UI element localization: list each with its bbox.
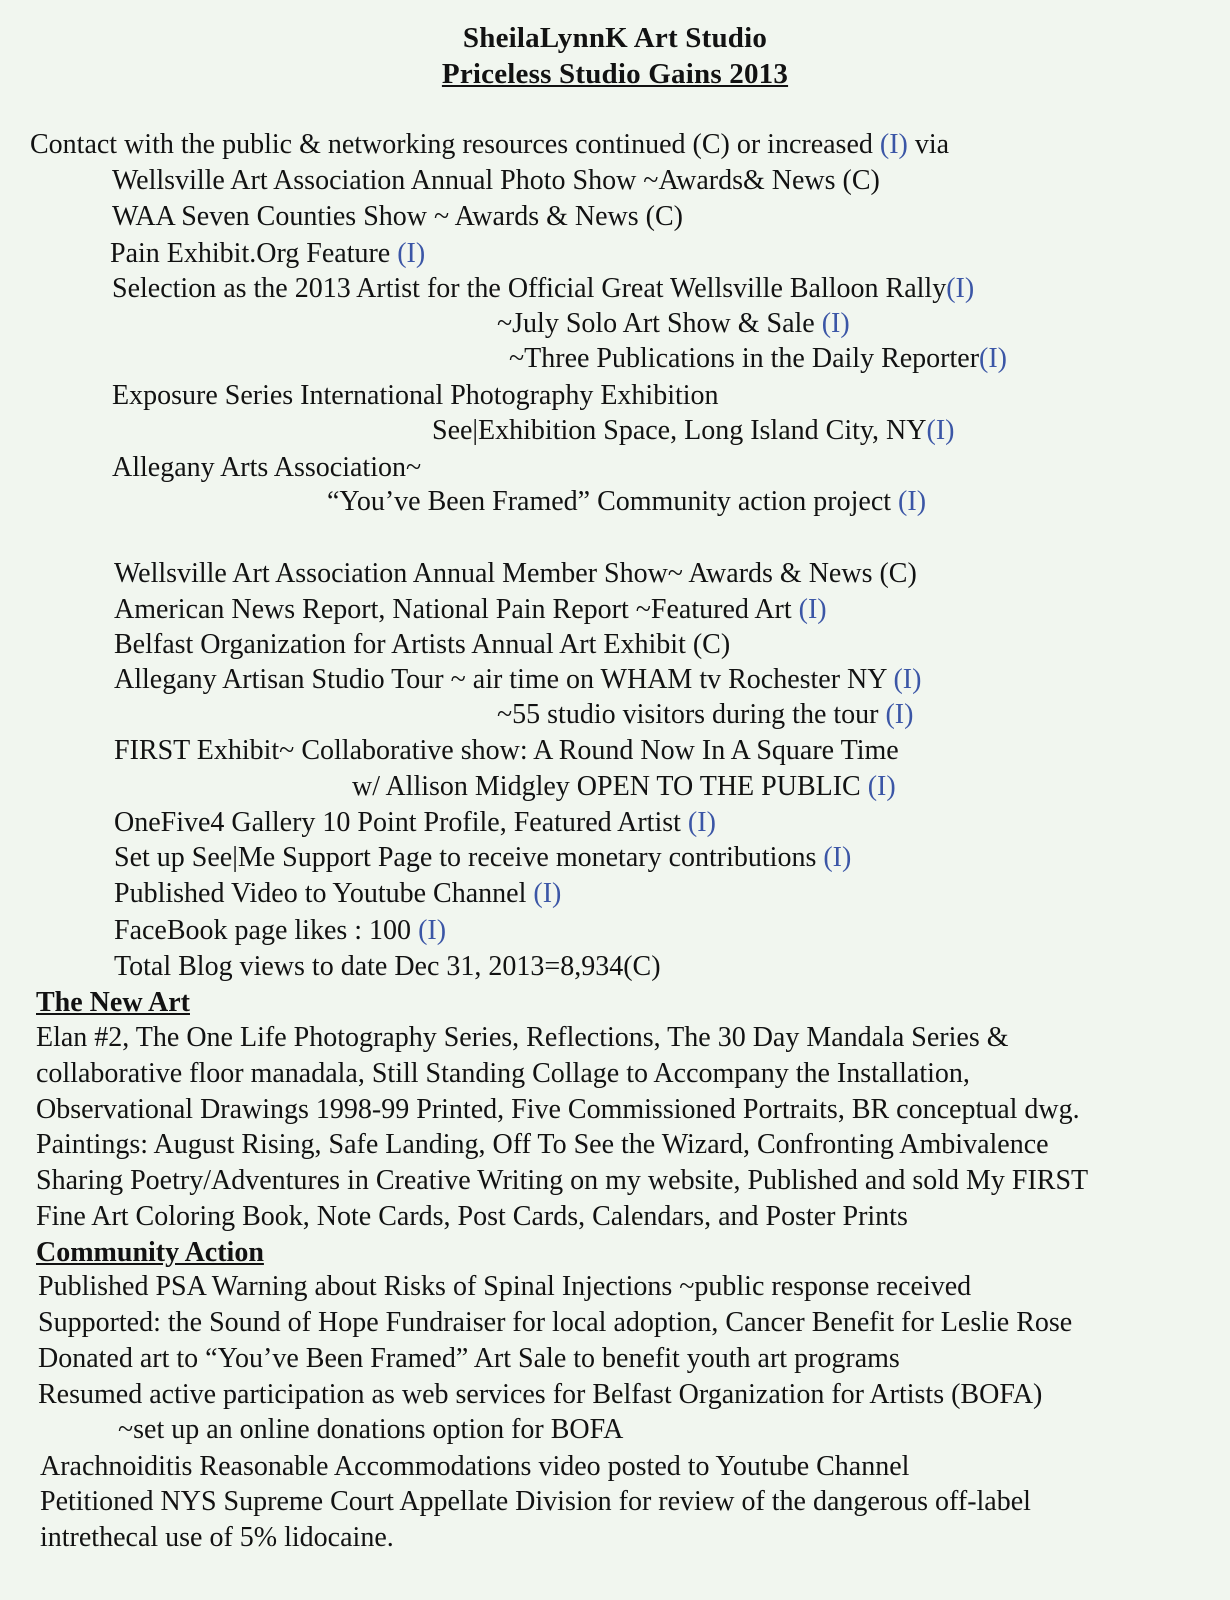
increase-marker: (I) [798,594,827,625]
item-text: ~July Solo Art Show & Sale [497,308,822,339]
new-art-line: Observational Drawings 1998-99 Printed, Five Commissioned Portraits, BR conceptual dwg. [36,1094,1080,1125]
increase-marker: (I) [418,915,447,946]
page-subtitle: Priceless Studio Gains 2013 [441,58,789,90]
increase-marker: (I) [893,664,922,695]
item-text: ~Three Publications in the Daily Reporter [509,343,980,374]
new-art-line: collaborative floor manadala, Still Standing Collage to Accompany the Installation, [36,1058,970,1089]
contact-item [327,485,926,519]
contact-item [114,914,446,948]
item-text: Allegany Artisan Studio Tour ~ air time on WHAM tv Rochester NY [114,664,894,695]
item-text: Pain Exhibit.Org Feature [110,238,398,269]
increase-marker: (I) [885,699,914,730]
contact-item [114,806,716,840]
item-text: Total Blog views to date Dec 31, 2013=8,934(C) [114,951,661,982]
community-action-line: Published PSA Warning about Risks of Spinal Injections ~public response received [38,1271,972,1302]
item-text: Set up See|Me Support Page to receive monetary contributions [114,842,824,873]
item-text: WAA Seven Counties Show ~ Awards & News (C) [112,201,683,232]
increase-marker: (I) [979,343,1008,374]
increase-marker: (I) [867,771,896,802]
item-text: ~55 studio visitors during the tour [497,699,886,730]
item-text: OneFive4 Gallery 10 Point Profile, Featured Artist [114,807,688,838]
contact-item [110,237,425,271]
contact-item [112,451,421,485]
item-text: via [907,129,950,160]
contact-item [114,557,917,591]
item-text: Published Video to Youtube Channel [114,878,534,909]
contact-item [497,307,850,341]
item-text: Exposure Series International Photography Exhibition [112,380,719,411]
section-heading-new-art: The New Art [36,987,190,1018]
item-text: Wellsville Art Association Annual Photo Show ~Awards& News (C) [112,165,880,196]
item-text: Allegany Arts Association~ [112,452,422,483]
item-text: American News Report, National Pain Report ~Featured Art [114,594,799,625]
contact-item [112,200,683,234]
contact-item [352,770,896,804]
increase-marker: (I) [898,486,927,517]
community-action-line: Resumed active participation as web services for Belfast Organization for Artists (BOFA) [38,1379,1043,1410]
section-heading-community-action: Community Action [36,1237,264,1268]
increase-marker: (I) [533,878,562,909]
increase-marker: (I) [397,238,426,269]
increase-marker: (I) [821,308,850,339]
item-text: Selection as the 2013 Artist for the Official Great Wellsville Balloon Rally [112,273,947,304]
community-action-line: Supported: the Sound of Hope Fundraiser for local adoption, Cancer Benefit for Leslie Rose [38,1307,1073,1338]
contact-item [114,841,851,875]
contact-item [114,734,899,768]
increase-marker: (I) [823,842,852,873]
contact-item [114,877,561,911]
item-text: “You’ve Been Framed” Community action project [327,486,899,517]
contact-item [112,379,719,413]
intro-line [30,128,949,162]
item-text: Belfast Organization for Artists Annual Art Exhibit (C) [114,629,731,660]
contact-item [509,342,1007,376]
item-text: w/ Allison Midgley OPEN TO THE PUBLIC [352,771,868,802]
page-title: SheilaLynnK Art Studio [462,22,768,54]
increase-marker: (I) [687,807,716,838]
new-art-line: Sharing Poetry/Adventures in Creative Writing on my website, Published and sold My FIRST [36,1165,1089,1196]
increase-marker: (I) [879,129,908,160]
item-text: Wellsville Art Association Annual Member Show~ Awards & News (C) [114,558,917,589]
new-art-line: Fine Art Coloring Book, Note Cards, Post Cards, Calendars, and Poster Prints [36,1201,908,1232]
contact-item [112,272,974,306]
item-text: See|Exhibition Space, Long Island City, NY [432,415,927,446]
new-art-line: Elan #2, The One Life Photography Series, Reflections, The 30 Day Mandala Series & [36,1022,1009,1053]
increase-marker: (I) [926,415,955,446]
community-action-line: Arachnoiditis Reasonable Accommodations video posted to Youtube Channel [40,1451,910,1482]
community-action-line: Donated art to “You’ve Been Framed” Art Sale to benefit youth art programs [38,1343,900,1374]
community-action-line: ~set up an online donations option for BOFA [118,1414,624,1445]
contact-item [114,628,730,662]
contact-item [112,164,880,198]
item-text: FIRST Exhibit~ Collaborative show: A Round Now In A Square Time [114,735,899,766]
community-action-line: intrethecal use of 5% lidocaine. [40,1522,394,1553]
new-art-line: Paintings: August Rising, Safe Landing, Off To See the Wizard, Confronting Ambivalence [36,1129,1049,1160]
item-text: FaceBook page likes : 100 [114,915,419,946]
contact-item [114,663,921,697]
contact-item [114,950,661,984]
community-action-line: Petitioned NYS Supreme Court Appellate Division for review of the dangerous off-label [40,1486,1031,1517]
contact-item [497,698,913,732]
item-text: Contact with the public & networking resources continued (C) or increased [30,129,880,160]
contact-item [432,414,954,448]
contact-item [114,593,827,627]
increase-marker: (I) [946,273,975,304]
